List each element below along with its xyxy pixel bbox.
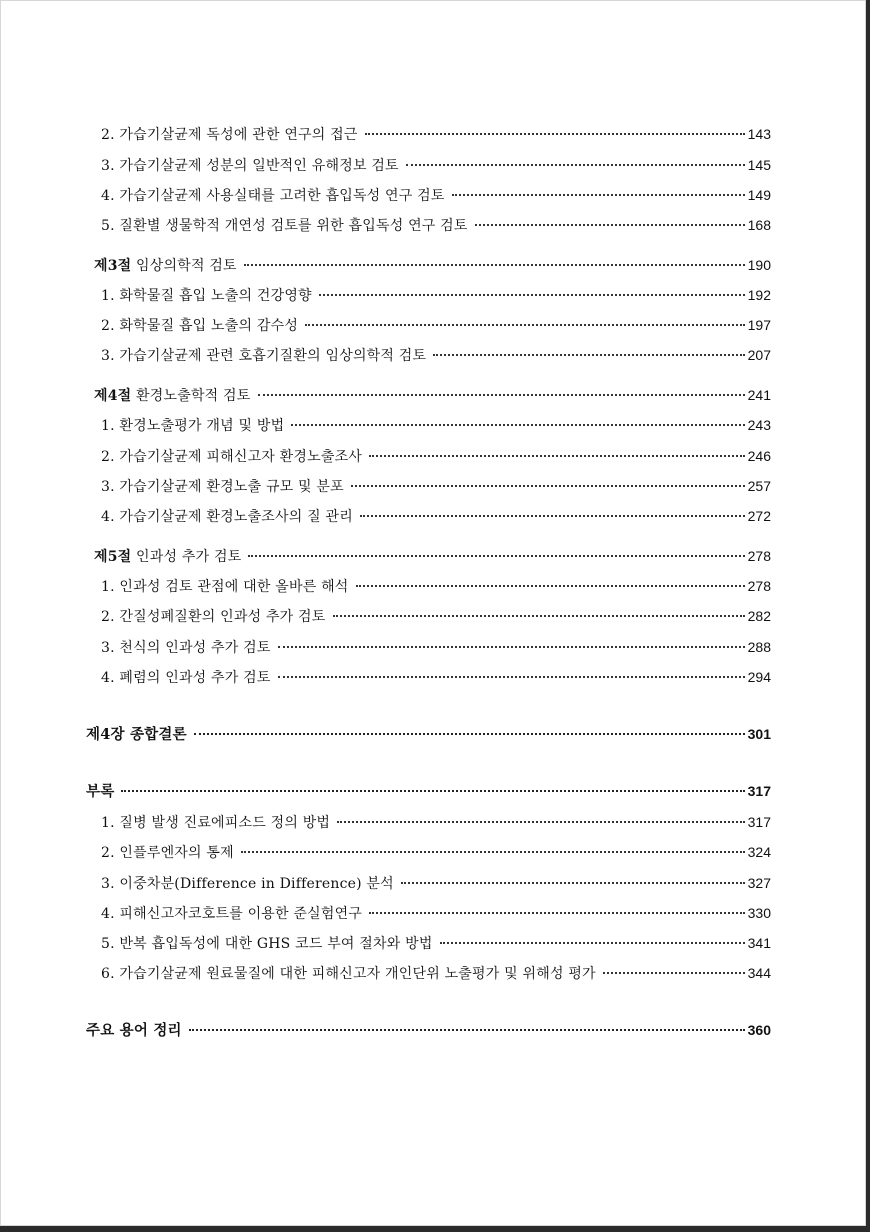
toc-entry[interactable]	[101, 345, 771, 365]
toc-entry-title: 5. 질환별 생물학적 개연성 검토를 위한 흡입독성 연구 검토	[101, 218, 468, 234]
toc-page-number: 344	[747, 965, 771, 981]
toc-section-label: 제4절	[94, 388, 132, 404]
toc-leader-dots	[248, 555, 744, 557]
toc-page-number: 192	[747, 287, 771, 303]
toc-page-number: 241	[747, 387, 771, 403]
toc-entry[interactable]	[101, 155, 771, 175]
toc-page-number: 207	[747, 347, 771, 363]
toc-entry-title: 2. 가습기살균제 피해신고자 환경노출조사	[101, 449, 363, 465]
toc-page-number: 317	[747, 783, 771, 799]
toc-section-entry[interactable]	[94, 255, 771, 275]
toc-page-number: 360	[747, 1022, 771, 1038]
toc-page-number: 272	[747, 508, 771, 524]
toc-page-number: 288	[747, 639, 771, 655]
toc-entry[interactable]	[101, 506, 771, 526]
toc-page-number: 294	[747, 669, 771, 685]
toc-leader-dots	[365, 133, 745, 135]
toc-leader-dots	[333, 615, 745, 617]
toc-entry[interactable]	[101, 873, 771, 893]
toc-leader-dots	[356, 585, 745, 587]
toc-entry-title: 2. 인플루엔자의 통제	[101, 845, 234, 861]
toc-section-label: 제5절	[94, 549, 132, 565]
toc-page-number: 190	[747, 257, 771, 273]
toc-entry[interactable]	[101, 812, 771, 832]
toc-page-number: 243	[747, 417, 771, 433]
toc-leader-dots	[452, 194, 745, 196]
toc-entry-title: 2. 간질성폐질환의 인과성 추가 검토	[101, 609, 326, 625]
toc-section-entry[interactable]	[94, 385, 771, 405]
toc-page-number: 246	[747, 448, 771, 464]
toc-entry[interactable]	[101, 215, 771, 235]
toc-entry[interactable]	[101, 903, 771, 923]
toc-entry-title: 3. 천식의 인과성 추가 검토	[101, 640, 271, 656]
toc-page-number: 282	[747, 608, 771, 624]
toc-entry[interactable]	[101, 842, 771, 862]
toc-section-title	[94, 385, 251, 405]
toc-page-number: 145	[747, 157, 771, 173]
toc-chapter-title: 주요 용어 정리	[86, 1022, 182, 1039]
toc-chapter-entry[interactable]	[86, 723, 771, 744]
toc-entry[interactable]	[101, 185, 771, 205]
toc-page-number: 278	[747, 578, 771, 594]
toc-leader-dots	[475, 224, 745, 226]
toc-leader-dots	[258, 394, 745, 396]
toc-leader-dots	[406, 164, 745, 166]
toc-entry[interactable]	[101, 606, 771, 626]
toc-section-label: 제3절	[94, 258, 132, 274]
toc-entry[interactable]	[101, 576, 771, 596]
toc-leader-dots	[291, 424, 744, 426]
toc-entry-title: 4. 피해신고자코호트를 이용한 준실험연구	[101, 906, 363, 922]
toc-chapter-title: 부록	[86, 783, 115, 800]
toc-leader-dots	[369, 912, 745, 914]
toc-entry[interactable]	[101, 667, 771, 687]
toc-entry-title: 3. 가습기살균제 관련 호흡기질환의 임상의학적 검토	[101, 348, 427, 364]
toc-section-title	[94, 255, 237, 275]
toc-entry-title: 1. 인과성 검토 관점에 대한 올바른 해석	[101, 579, 349, 595]
toc-page-number: 317	[747, 814, 771, 830]
toc-leader-dots	[278, 676, 745, 678]
toc-entry[interactable]	[101, 963, 771, 983]
toc-entry[interactable]	[101, 637, 771, 657]
toc-entry-title: 2. 화학물질 흡입 노출의 감수성	[101, 318, 299, 334]
toc-entry-title: 1. 환경노출평가 개념 및 방법	[101, 418, 285, 434]
toc-leader-dots	[440, 942, 745, 944]
toc-entry-title: 3. 가습기살균제 환경노출 규모 및 분포	[101, 479, 344, 495]
toc-chapter-entry[interactable]	[86, 1019, 771, 1040]
toc-entry-title: 4. 가습기살균제 사용실태를 고려한 흡입독성 연구 검토	[101, 188, 445, 204]
toc-page-number: 197	[747, 317, 771, 333]
toc-leader-dots	[278, 646, 745, 648]
toc-entry-title: 1. 화학물질 흡입 노출의 건강영향	[101, 288, 312, 304]
toc-entry[interactable]	[101, 415, 771, 435]
toc-leader-dots	[351, 485, 745, 487]
toc-leader-dots	[369, 455, 745, 457]
toc-entry-title: 2. 가습기살균제 독성에 관한 연구의 접근	[101, 127, 358, 143]
toc-section-title	[94, 546, 241, 566]
toc-entry-title: 3. 가습기살균제 성분의 일반적인 유해정보 검토	[101, 158, 399, 174]
toc-entry[interactable]	[101, 476, 771, 496]
toc-leader-dots	[194, 733, 745, 735]
toc-leader-dots	[433, 354, 744, 356]
toc-leader-dots	[337, 821, 744, 823]
toc-page-number: 301	[747, 726, 771, 742]
toc-leader-dots	[319, 294, 745, 296]
toc-entry-title: 4. 가습기살균제 환경노출조사의 질 관리	[101, 509, 353, 525]
toc-entry[interactable]	[101, 933, 771, 953]
toc-leader-dots	[305, 324, 745, 326]
toc-page-number: 143	[747, 126, 771, 142]
toc-page-number: 324	[747, 844, 771, 860]
toc-entry[interactable]	[101, 285, 771, 305]
toc-chapter-title: 제4장 종합결론	[86, 726, 187, 743]
toc-entry-title: 5. 반복 흡입독성에 대한 GHS 코드 부여 절차와 방법	[101, 936, 433, 952]
toc-leader-dots	[244, 264, 745, 266]
toc-entry-title: 6. 가습기살균제 원료물질에 대한 피해신고자 개인단위 노출평가 및 위해성 평가	[101, 966, 596, 982]
toc-page-number: 149	[747, 187, 771, 203]
toc-page-number: 341	[747, 935, 771, 951]
toc-page-number: 327	[747, 875, 771, 891]
toc-page-number: 278	[747, 548, 771, 564]
toc-entry-title: 3. 이중차분(Difference in Difference) 분석	[101, 876, 394, 892]
toc-leader-dots	[121, 790, 744, 792]
toc-leader-dots	[189, 1029, 745, 1031]
toc-page-number: 330	[747, 905, 771, 921]
toc-entry[interactable]	[101, 446, 771, 466]
toc-entry[interactable]	[101, 315, 771, 335]
toc-section-text: 인과성 추가 검토	[136, 549, 242, 565]
toc-page-number: 257	[747, 478, 771, 494]
toc-entry[interactable]	[101, 124, 771, 144]
toc-section-entry[interactable]	[94, 546, 771, 566]
toc-leader-dots	[401, 882, 745, 884]
toc-chapter-entry[interactable]	[86, 780, 771, 801]
toc-leader-dots	[603, 972, 745, 974]
toc-section-text: 임상의학적 검토	[136, 258, 237, 274]
toc-entry-title: 1. 질병 발생 진료에피소드 정의 방법	[101, 815, 331, 831]
toc-leader-dots	[360, 515, 745, 517]
toc-entry-title: 4. 폐렴의 인과성 추가 검토	[101, 670, 271, 686]
table-of-contents	[1, 1, 867, 1227]
toc-leader-dots	[241, 851, 745, 853]
toc-page-number: 168	[747, 217, 771, 233]
toc-section-text: 환경노출학적 검토	[136, 388, 251, 404]
